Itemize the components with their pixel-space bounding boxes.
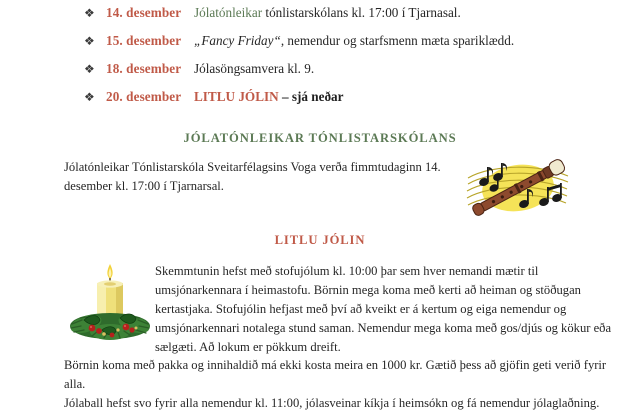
schedule-description	[194, 62, 314, 77]
candle-wreath-clipart	[68, 256, 152, 344]
schedule-rest: Jólasöngsamvera kl. 9.	[194, 61, 315, 76]
schedule-description	[194, 34, 514, 49]
section-body-litlu-jolin: Skemmtunin hefst með stofujólum kl. 10:00 þar sem hver nemandi mætir til umsjónarkennara í heimastofu. Börnin mega koma með kerti að heiman og stöðugan kertastjaka. Stofujólin hefjast með því að kveikt er á kertum og eiga nemendur og umsjónarkennari notalega stund saman. Nemendur mega koma með gos/djús og kökur eða sælgæti. Að lokum er pökkum dreift.	[155, 264, 612, 354]
list-item	[0, 6, 640, 34]
diamond-bullet-icon: ❖	[84, 34, 95, 48]
section-heading-litlu-jolin: LITLU JÓLIN	[274, 233, 366, 247]
list-item	[0, 62, 640, 90]
schedule-highlight: Jólatónleikar	[194, 5, 263, 20]
schedule-date: 14. desember	[106, 5, 182, 20]
diamond-bullet-icon: ❖	[84, 6, 95, 20]
schedule-rest: – sjá neðar	[278, 89, 344, 104]
schedule-rest: tónlistarskólans kl. 17:00 í Tjarnasal.	[262, 5, 461, 20]
closing-paragraph-pakki: Börnin koma með pakka og innihaldið má ekki kosta meira en 1000 kr. Gætið þess að gjöfin geti verið fyrir alla.	[64, 358, 607, 391]
section-heading-tonleikar: JÓLATÓNLEIKAR TÓNLISTARSKÓLANS	[183, 131, 457, 145]
closing-paragraph-jolaball: Jólaball hefst svo fyrir alla nemendur kl. 11:00, jólasveinar kíkja í heimsókn og fá nemendur jólaglaðning.	[64, 396, 600, 410]
schedule-date: 15. desember	[106, 33, 182, 48]
music-notes-clarinet-clipart	[462, 154, 574, 224]
schedule-list	[0, 0, 640, 118]
schedule-description	[194, 90, 344, 105]
diamond-bullet-icon: ❖	[84, 62, 95, 76]
schedule-description	[194, 6, 461, 21]
section-body-tonleikar: Jólatónleikar Tónlistarskóla Sveitarfélagsins Voga verða fimmtudaginn 14. desember kl. 17:00 í Tjarnarsal.	[64, 160, 441, 193]
schedule-rest: , nemendur og starfsmenn mæta spariklædd.	[280, 33, 515, 48]
schedule-date: 18. desember	[106, 61, 182, 76]
schedule-highlight: „Fancy Friday“	[194, 33, 281, 48]
list-item	[0, 34, 640, 62]
schedule-date: 20. desember	[106, 89, 182, 104]
list-item	[0, 90, 640, 118]
schedule-highlight: LITLU JÓLIN	[194, 89, 279, 104]
diamond-bullet-icon: ❖	[84, 90, 95, 104]
